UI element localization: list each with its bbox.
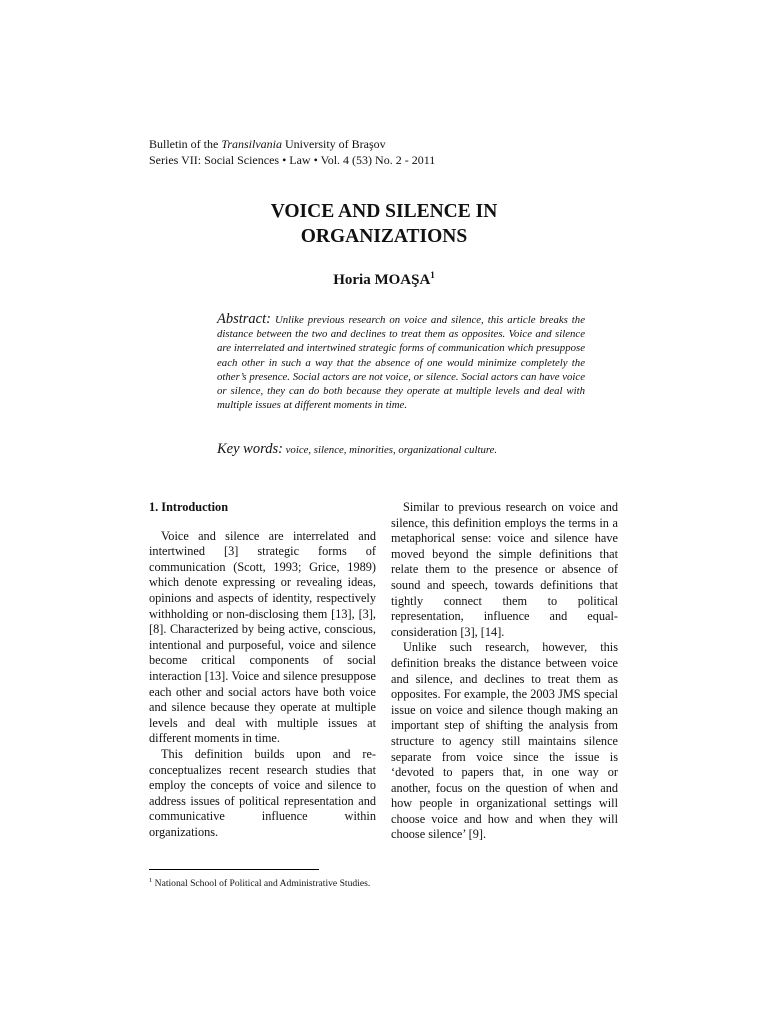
author [0, 270, 768, 289]
paragraph: This definition builds upon and re-conceptualizes recent research studies that employ the concepts of voice and silence to address issues of political representation and communicative influence within organizations. [149, 746, 376, 839]
keywords [217, 441, 585, 458]
paper-title [0, 199, 768, 249]
abstract [217, 312, 585, 412]
footnote-divider [149, 869, 319, 870]
keywords-text: voice, silence, minorities, organizational culture. [285, 444, 498, 456]
journal-header-line-2: Series VII: Social Sciences • Law • Vol. 4 (53) No. 2 - 2011 [149, 153, 436, 167]
journal-header-prefix: Bulletin of the [149, 137, 222, 151]
author-footnote-mark: 1 [430, 270, 435, 280]
left-column [149, 500, 376, 840]
footnote [149, 877, 370, 889]
author-name: Horia MOAŞA [333, 272, 431, 288]
journal-header-italic: Transilvania [221, 137, 283, 151]
abstract-text: Unlike previous research on voice and silence, this article breaks the distance between the two and declines to treat them as opposites. Voice and silence are interrelated and intertwined strategic forms of communication which presuppose each other in such a way that the absence of one would minimize completely the other’s presence. Social actors are not voice, or silence. Social actors can have voice or silence, they can do both because they operate at multiple levels and deal with multiple issues at different moments in time. [217, 314, 585, 412]
footnote-text: National School of Political and Administrative Studies. [152, 878, 371, 890]
journal-header-suffix: University of Braşov [282, 137, 386, 151]
journal-header-line-1 [149, 136, 435, 152]
right-column [391, 500, 618, 843]
abstract-label: Abstract: [217, 311, 271, 327]
footnote-mark: 1 [149, 877, 153, 884]
paper-title-line-2: ORGANIZATIONS [300, 226, 468, 247]
paragraph: Voice and silence are interrelated and intertwined [3] strategic forms of communication (Scott, 1993; Grice, 1989) which denote expressing or revealing ideas, opinions and aspects of identity, respectively withholding or non-disclosing them [13], [3], [8]. Characterized by being active, conscious, intentional and purposeful, voice and silence become critical components of social interaction [13]. Voice and silence presuppose each other and social actors have both voice and silence because they operate at multiple levels and deal with multiple issues at different moments in time. [149, 528, 376, 746]
keywords-label: Key words: [217, 441, 283, 457]
journal-header [149, 136, 435, 168]
paragraph: Similar to previous research on voice and silence, this definition employs the terms in a metaphorical sense: voice and silence have moved beyond the simple definitions that relate them to the presence or absence of sound and speech, towards definitions that tightly connect them to political representation, influence and equal-consideration [3], [14]. [391, 500, 618, 639]
paragraph: Unlike such research, however, this definition breaks the distance between voice and silence, and declines to treat them as opposites. For example, the 2003 JMS special issue on voice and silence though making an important step of shifting the analysis from structure to agency still maintains silence separate from voice since the issue is ‘devoted to papers that, in one way or another, focus on the question of when and how people in organizational settings will choose voice and how and when they will choose silence’ [9]. [391, 640, 618, 842]
section-heading: 1. Introduction [149, 500, 229, 514]
paper-title-line-1: VOICE AND SILENCE IN [270, 201, 498, 222]
